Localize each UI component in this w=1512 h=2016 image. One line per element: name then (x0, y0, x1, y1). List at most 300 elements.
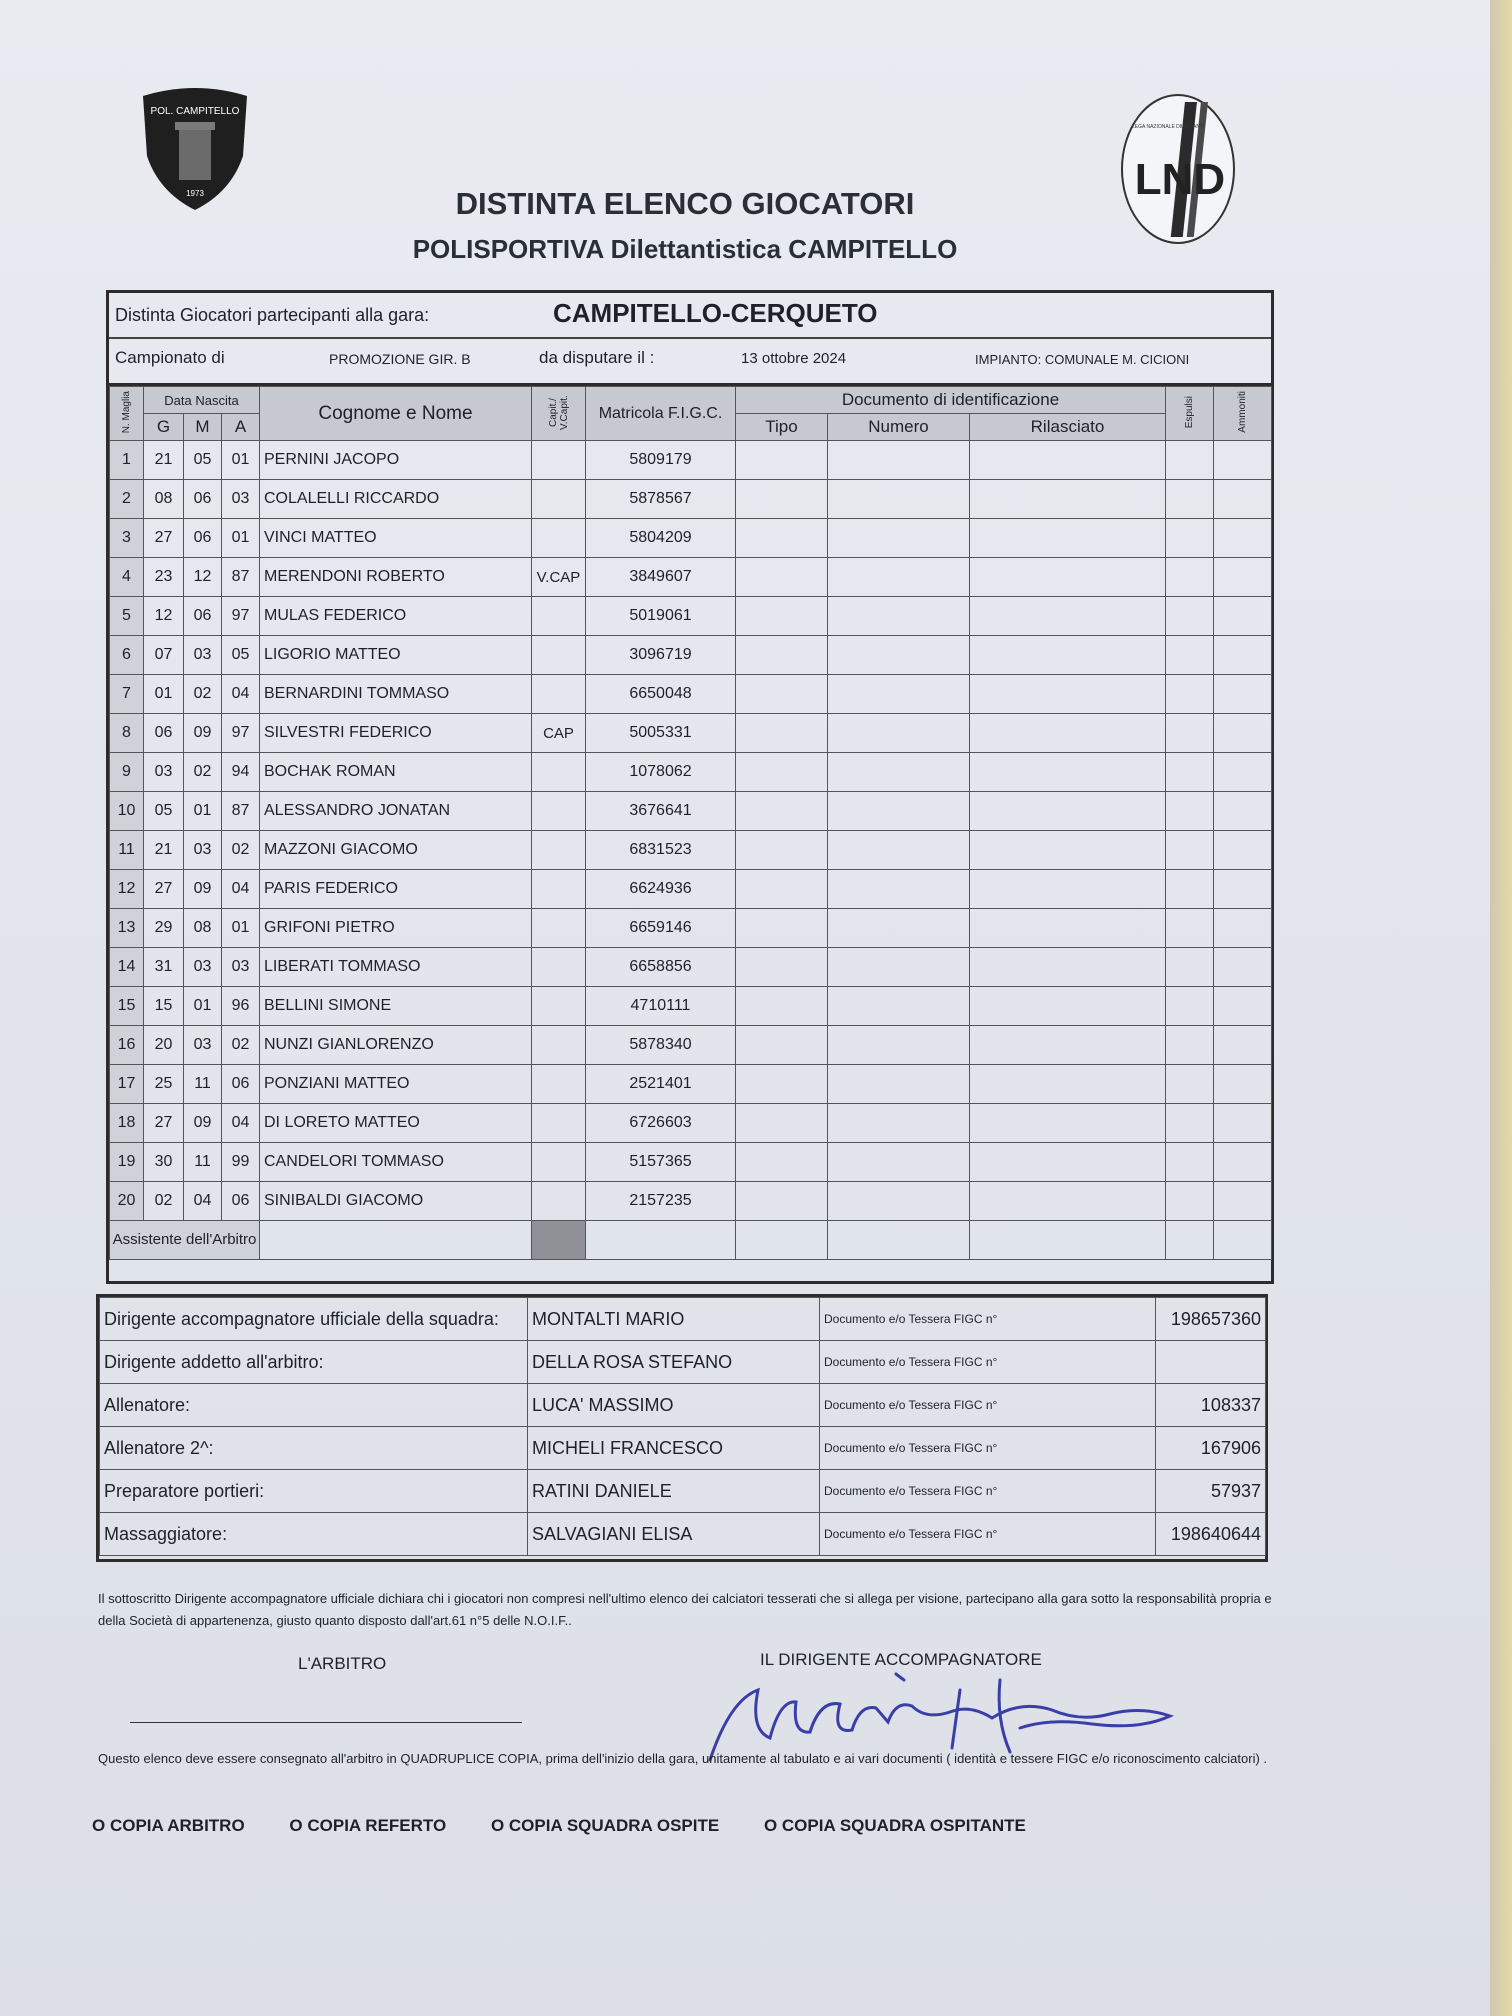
player-name: GRIFONI PIETRO (260, 909, 532, 948)
staff-role: Allenatore: (100, 1384, 528, 1427)
player-name: SINIBALDI GIACOMO (260, 1182, 532, 1221)
page-subtitle: POLISPORTIVA Dilettantistica CAMPITELLO (412, 234, 958, 264)
staff-role: Dirigente addetto all'arbitro: (100, 1341, 528, 1384)
player-row (110, 441, 1272, 480)
player-captain (532, 909, 586, 948)
doc-numero (828, 441, 970, 480)
birth-day: 05 (144, 792, 184, 831)
col-name: Cognome e Nome (260, 387, 532, 441)
ammonito-cell (1214, 753, 1272, 792)
player-number: 5 (110, 597, 144, 636)
birth-day: 20 (144, 1026, 184, 1065)
player-captain (532, 1065, 586, 1104)
espulso-cell (1166, 636, 1214, 675)
player-number: 19 (110, 1143, 144, 1182)
player-row (110, 987, 1272, 1026)
assistente-cell (586, 1221, 736, 1260)
doc-rilasciato (970, 948, 1166, 987)
player-number: 9 (110, 753, 144, 792)
assistente-cell (828, 1221, 970, 1260)
col-a: A (222, 414, 260, 441)
birth-month: 09 (184, 870, 222, 909)
copy-squadra-ospitante[interactable]: O COPIA SQUADRA OSPITANTE (763, 1816, 1026, 1835)
copies-row (92, 1816, 1292, 1836)
doc-rilasciato (970, 831, 1166, 870)
espulso-cell (1166, 597, 1214, 636)
birth-day: 15 (144, 987, 184, 1026)
doc-tipo (736, 441, 828, 480)
birth-month: 12 (184, 558, 222, 597)
player-captain (532, 1182, 586, 1221)
player-row (110, 909, 1272, 948)
doc-tipo (736, 1182, 828, 1221)
ammonito-cell (1214, 519, 1272, 558)
birth-day: 03 (144, 753, 184, 792)
assistente-label: Assistente dell'Arbitro (110, 1221, 260, 1260)
doc-tipo (736, 480, 828, 519)
player-row (110, 519, 1272, 558)
espulso-cell (1166, 441, 1214, 480)
doc-tipo (736, 909, 828, 948)
doc-rilasciato (970, 1182, 1166, 1221)
player-number: 16 (110, 1026, 144, 1065)
espulso-cell (1166, 1065, 1214, 1104)
birth-day: 12 (144, 597, 184, 636)
player-captain (532, 831, 586, 870)
birth-day: 25 (144, 1065, 184, 1104)
player-number: 1 (110, 441, 144, 480)
birth-month: 02 (184, 753, 222, 792)
date-label: da disputare il : (539, 348, 655, 367)
doc-tipo (736, 831, 828, 870)
player-captain (532, 753, 586, 792)
player-number: 20 (110, 1182, 144, 1221)
staff-doc-label: Documento e/o Tessera FIGC n° (820, 1470, 1156, 1513)
player-name: MAZZONI GIACOMO (260, 831, 532, 870)
doc-tipo (736, 1104, 828, 1143)
staff-row (100, 1384, 1266, 1427)
player-matricola: 1078062 (586, 753, 736, 792)
doc-rilasciato (970, 675, 1166, 714)
player-matricola: 6831523 (586, 831, 736, 870)
dirigente-label: IL DIRIGENTE ACCOMPAGNATORE (760, 1650, 1042, 1669)
birth-year: 04 (222, 870, 260, 909)
birth-year: 03 (222, 480, 260, 519)
player-matricola: 4710111 (586, 987, 736, 1026)
espulso-cell (1166, 1182, 1214, 1221)
birth-month: 04 (184, 1182, 222, 1221)
ammonito-cell (1214, 870, 1272, 909)
player-name: MULAS FEDERICO (260, 597, 532, 636)
ammonito-cell (1214, 1143, 1272, 1182)
player-number: 18 (110, 1104, 144, 1143)
staff-role: Dirigente accompagnatore ufficiale della squadra: (100, 1298, 528, 1341)
player-number: 15 (110, 987, 144, 1026)
doc-tipo (736, 870, 828, 909)
birth-month: 09 (184, 714, 222, 753)
assistente-cell (1166, 1221, 1214, 1260)
col-rilasciato: Rilasciato (970, 414, 1166, 441)
doc-tipo (736, 636, 828, 675)
player-row (110, 675, 1272, 714)
doc-numero (828, 948, 970, 987)
player-row (110, 948, 1272, 987)
birth-year: 96 (222, 987, 260, 1026)
birth-year: 01 (222, 909, 260, 948)
birth-day: 06 (144, 714, 184, 753)
birth-day: 23 (144, 558, 184, 597)
ammonito-cell (1214, 636, 1272, 675)
player-number: 12 (110, 870, 144, 909)
player-matricola: 5878567 (586, 480, 736, 519)
birth-year: 01 (222, 519, 260, 558)
staff-doc-number: 108337 (1156, 1384, 1266, 1427)
player-captain (532, 675, 586, 714)
staff-doc-number: 57937 (1156, 1470, 1266, 1513)
doc-numero (828, 597, 970, 636)
assistente-cell (970, 1221, 1166, 1260)
player-row (110, 1104, 1272, 1143)
doc-tipo (736, 1143, 828, 1182)
birth-day: 02 (144, 1182, 184, 1221)
ammonito-cell (1214, 558, 1272, 597)
player-row (110, 792, 1272, 831)
player-matricola: 6659146 (586, 909, 736, 948)
birth-month: 05 (184, 441, 222, 480)
league-logo (1118, 92, 1238, 247)
espulso-cell (1166, 948, 1214, 987)
espulso-cell (1166, 558, 1214, 597)
ammonito-cell (1214, 1065, 1272, 1104)
col-g: G (144, 414, 184, 441)
staff-row (100, 1341, 1266, 1384)
player-captain: V.CAP (532, 558, 586, 597)
espulso-cell (1166, 714, 1214, 753)
birth-day: 08 (144, 480, 184, 519)
birth-year: 94 (222, 753, 260, 792)
birth-year: 99 (222, 1143, 260, 1182)
staff-row (100, 1298, 1266, 1341)
birth-year: 06 (222, 1182, 260, 1221)
staff-doc-label: Documento e/o Tessera FIGC n° (820, 1427, 1156, 1470)
match-header (106, 290, 1274, 386)
espulso-cell (1166, 480, 1214, 519)
league-logo-text: LEGA NAZIONALE DILETTANTI (1132, 124, 1205, 130)
player-row (110, 714, 1272, 753)
doc-rilasciato (970, 1143, 1166, 1182)
ammonito-cell (1214, 1104, 1272, 1143)
player-captain (532, 480, 586, 519)
player-number: 7 (110, 675, 144, 714)
espulso-cell (1166, 1143, 1214, 1182)
player-name: BELLINI SIMONE (260, 987, 532, 1026)
doc-numero (828, 1143, 970, 1182)
staff-name: MONTALTI MARIO (528, 1298, 820, 1341)
doc-numero (828, 1104, 970, 1143)
doc-tipo (736, 558, 828, 597)
players-label: Distinta Giocatori partecipanti alla gara: (115, 305, 430, 325)
doc-tipo (736, 948, 828, 987)
ammonito-cell (1214, 792, 1272, 831)
players-table (106, 383, 1274, 1284)
player-name: COLALELLI RICCARDO (260, 480, 532, 519)
player-row (110, 1143, 1272, 1182)
player-matricola: 5809179 (586, 441, 736, 480)
player-row (110, 1065, 1272, 1104)
birth-month: 03 (184, 948, 222, 987)
doc-rilasciato (970, 480, 1166, 519)
staff-name: RATINI DANIELE (528, 1470, 820, 1513)
ammonito-cell (1214, 909, 1272, 948)
doc-rilasciato (970, 636, 1166, 675)
match-name: CAMPITELLO-CERQUETO (553, 298, 878, 328)
instructions-text: Questo elenco deve essere consegnato all'arbitro in QUADRUPLICE COPIA, prima dell'inizio della gara, unitamente al tabulato e ai vari documenti ( identità e tessere FIGC e/o riconoscimento calciatori) . (98, 1751, 1268, 1766)
doc-tipo (736, 987, 828, 1026)
player-captain (532, 1026, 586, 1065)
championship-label: Campionato di (115, 348, 225, 367)
col-m: M (184, 414, 222, 441)
staff-name: MICHELI FRANCESCO (528, 1427, 820, 1470)
ammonito-cell (1214, 597, 1272, 636)
doc-rilasciato (970, 441, 1166, 480)
doc-rilasciato (970, 558, 1166, 597)
birth-year: 02 (222, 1026, 260, 1065)
doc-numero (828, 753, 970, 792)
player-matricola: 5019061 (586, 597, 736, 636)
birth-month: 01 (184, 987, 222, 1026)
doc-tipo (736, 714, 828, 753)
staff-name: SALVAGIANI ELISA (528, 1513, 820, 1556)
doc-numero (828, 519, 970, 558)
birth-day: 21 (144, 831, 184, 870)
copy-referto[interactable]: O COPIA REFERTO (289, 1816, 447, 1835)
player-number: 4 (110, 558, 144, 597)
player-name: BOCHAK ROMAN (260, 753, 532, 792)
doc-rilasciato (970, 1104, 1166, 1143)
club-logo (135, 84, 255, 214)
birth-month: 11 (184, 1065, 222, 1104)
club-logo-name: POL. CAMPITELLO (150, 106, 240, 117)
player-captain (532, 1143, 586, 1182)
doc-numero (828, 792, 970, 831)
staff-name: DELLA ROSA STEFANO (528, 1341, 820, 1384)
doc-rilasciato (970, 792, 1166, 831)
player-name: PARIS FEDERICO (260, 870, 532, 909)
arbitro-label: L'ARBITRO (298, 1654, 387, 1673)
staff-row (100, 1470, 1266, 1513)
player-number: 10 (110, 792, 144, 831)
birth-year: 05 (222, 636, 260, 675)
player-matricola: 5157365 (586, 1143, 736, 1182)
doc-tipo (736, 792, 828, 831)
staff-doc-number: 167906 (1156, 1427, 1266, 1470)
player-number: 11 (110, 831, 144, 870)
doc-tipo (736, 753, 828, 792)
doc-rilasciato (970, 1026, 1166, 1065)
col-numero: Numero (828, 414, 970, 441)
page-title: DISTINTA ELENCO GIOCATORI (455, 186, 915, 221)
birth-day: 07 (144, 636, 184, 675)
birth-day: 27 (144, 519, 184, 558)
assistente-cell (736, 1221, 828, 1260)
staff-doc-number (1156, 1341, 1266, 1384)
doc-numero (828, 675, 970, 714)
birth-year: 97 (222, 597, 260, 636)
doc-tipo (736, 519, 828, 558)
player-captain (532, 987, 586, 1026)
player-name: PONZIANI MATTEO (260, 1065, 532, 1104)
league-logo-letters: LND (1134, 155, 1226, 204)
player-captain: CAP (532, 714, 586, 753)
col-tipo: Tipo (736, 414, 828, 441)
arbitro-signature-line (130, 1722, 522, 1723)
background-edge (1490, 0, 1512, 2016)
ammonito-cell (1214, 831, 1272, 870)
doc-rilasciato (970, 909, 1166, 948)
player-captain (532, 948, 586, 987)
player-matricola: 5005331 (586, 714, 736, 753)
player-matricola: 3096719 (586, 636, 736, 675)
doc-numero (828, 909, 970, 948)
birth-day: 27 (144, 870, 184, 909)
player-row (110, 1182, 1272, 1221)
birth-month: 03 (184, 636, 222, 675)
doc-rilasciato (970, 597, 1166, 636)
player-number: 8 (110, 714, 144, 753)
player-captain (532, 519, 586, 558)
doc-rilasciato (970, 870, 1166, 909)
player-name: PERNINI JACOPO (260, 441, 532, 480)
col-captain: Capit./ V.Capit. (532, 387, 586, 441)
assistente-name (260, 1221, 532, 1260)
player-number: 13 (110, 909, 144, 948)
player-matricola: 6624936 (586, 870, 736, 909)
player-name: DI LORETO MATTEO (260, 1104, 532, 1143)
player-name: LIGORIO MATTEO (260, 636, 532, 675)
birth-day: 21 (144, 441, 184, 480)
staff-role: Allenatore 2^: (100, 1427, 528, 1470)
player-row (110, 753, 1272, 792)
doc-rilasciato (970, 753, 1166, 792)
ammonito-cell (1214, 714, 1272, 753)
staff-role: Massaggiatore: (100, 1513, 528, 1556)
staff-row (100, 1427, 1266, 1470)
staff-name: LUCA' MASSIMO (528, 1384, 820, 1427)
staff-table (96, 1294, 1268, 1562)
player-row (110, 1026, 1272, 1065)
player-matricola: 3676641 (586, 792, 736, 831)
birth-month: 11 (184, 1143, 222, 1182)
player-row (110, 597, 1272, 636)
doc-numero (828, 1065, 970, 1104)
player-captain (532, 441, 586, 480)
copy-squadra-ospite[interactable]: O COPIA SQUADRA OSPITE (490, 1816, 720, 1835)
staff-role: Preparatore portieri: (100, 1470, 528, 1513)
doc-numero (828, 987, 970, 1026)
espulso-cell (1166, 675, 1214, 714)
declaration-text: Il sottoscritto Dirigente accompagnatore ufficiale dichiara chi i giocatori non compresi nell'ultimo elenco dei calciatori tesserati che si allega per visione, partecipano alla gara sotto la responsabilità propria e della Società di appartenenza, giusto quanto disposto dall'art.61 n°5 delle N.O.I.F.. (98, 1591, 1272, 1628)
birth-day: 01 (144, 675, 184, 714)
col-ammoniti: Ammoniti (1214, 387, 1272, 441)
player-row (110, 558, 1272, 597)
player-number: 2 (110, 480, 144, 519)
col-data-nascita: Data Nascita (144, 387, 260, 414)
col-matricola: Matricola F.I.G.C. (586, 387, 736, 441)
staff-row (100, 1513, 1266, 1556)
espulso-cell (1166, 753, 1214, 792)
col-documento: Documento di identificazione (736, 387, 1166, 414)
doc-tipo (736, 675, 828, 714)
doc-numero (828, 636, 970, 675)
espulso-cell (1166, 1026, 1214, 1065)
player-matricola: 2157235 (586, 1182, 736, 1221)
doc-numero (828, 714, 970, 753)
birth-month: 01 (184, 792, 222, 831)
doc-rilasciato (970, 519, 1166, 558)
staff-doc-label: Documento e/o Tessera FIGC n° (820, 1384, 1156, 1427)
birth-day: 29 (144, 909, 184, 948)
birth-month: 08 (184, 909, 222, 948)
player-name: SILVESTRI FEDERICO (260, 714, 532, 753)
player-matricola: 6658856 (586, 948, 736, 987)
doc-numero (828, 480, 970, 519)
staff-doc-number: 198657360 (1156, 1298, 1266, 1341)
ammonito-cell (1214, 441, 1272, 480)
espulso-cell (1166, 831, 1214, 870)
espulso-cell (1166, 792, 1214, 831)
ammonito-cell (1214, 1026, 1272, 1065)
player-row (110, 636, 1272, 675)
birth-year: 04 (222, 1104, 260, 1143)
player-name: NUNZI GIANLORENZO (260, 1026, 532, 1065)
doc-numero (828, 831, 970, 870)
player-matricola: 2521401 (586, 1065, 736, 1104)
birth-day: 30 (144, 1143, 184, 1182)
col-n-maglia: N. Maglia (110, 387, 144, 441)
match-date: 13 ottobre 2024 (741, 350, 847, 367)
ammonito-cell (1214, 675, 1272, 714)
birth-year: 06 (222, 1065, 260, 1104)
copy-arbitro[interactable]: O COPIA ARBITRO (92, 1816, 245, 1835)
doc-tipo (736, 1065, 828, 1104)
espulso-cell (1166, 909, 1214, 948)
assistente-cell (1214, 1221, 1272, 1260)
birth-year: 02 (222, 831, 260, 870)
birth-day: 27 (144, 1104, 184, 1143)
birth-month: 06 (184, 519, 222, 558)
birth-day: 31 (144, 948, 184, 987)
match-header-row1 (109, 293, 1271, 339)
player-row (110, 831, 1272, 870)
doc-rilasciato (970, 1065, 1166, 1104)
player-name: BERNARDINI TOMMASO (260, 675, 532, 714)
doc-rilasciato (970, 714, 1166, 753)
espulso-cell (1166, 1104, 1214, 1143)
player-matricola: 3849607 (586, 558, 736, 597)
ammonito-cell (1214, 1182, 1272, 1221)
player-row (110, 480, 1272, 519)
espulso-cell (1166, 519, 1214, 558)
birth-month: 09 (184, 1104, 222, 1143)
birth-year: 01 (222, 441, 260, 480)
doc-numero (828, 870, 970, 909)
birth-month: 03 (184, 831, 222, 870)
birth-year: 87 (222, 558, 260, 597)
player-name: MERENDONI ROBERTO (260, 558, 532, 597)
ammonito-cell (1214, 987, 1272, 1026)
player-captain (532, 870, 586, 909)
player-matricola: 5878340 (586, 1026, 736, 1065)
